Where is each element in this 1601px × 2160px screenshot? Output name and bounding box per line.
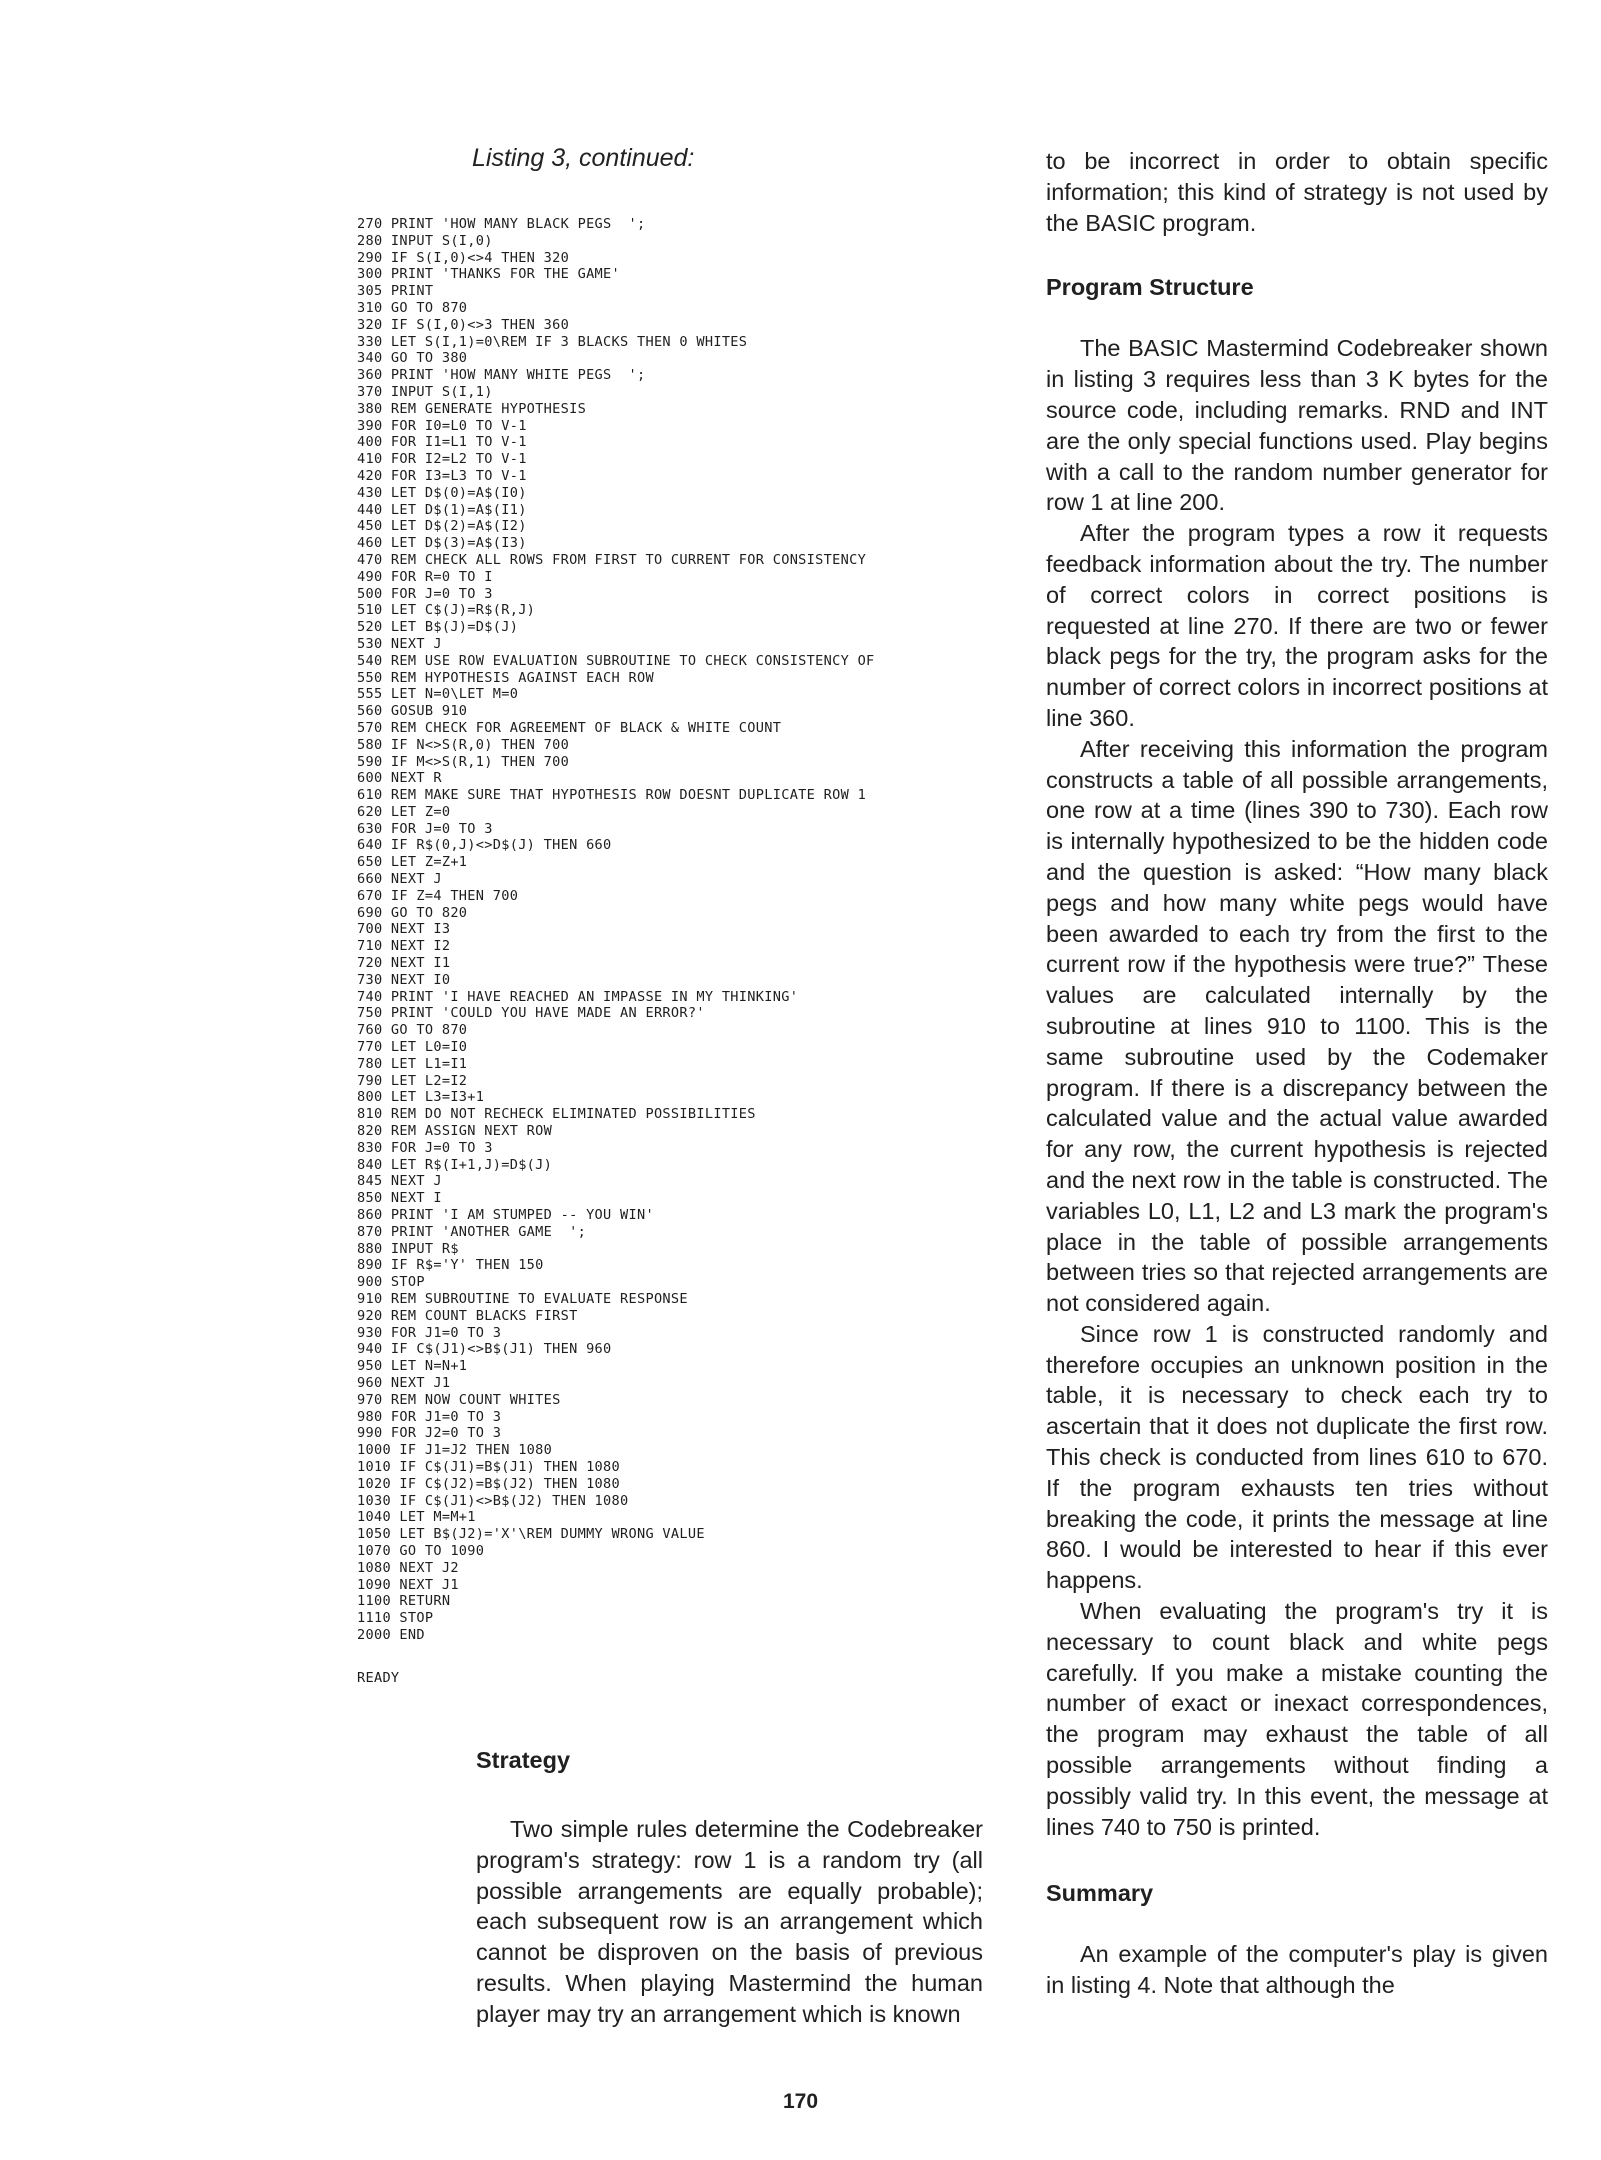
code-line: 1090 NEXT J1 <box>357 1576 459 1593</box>
code-line: 300 PRINT 'THANKS FOR THE GAME' <box>357 266 621 283</box>
code-line: 870 PRINT 'ANOTHER GAME '; <box>357 1223 587 1240</box>
code-line: 2000 END <box>357 1626 425 1643</box>
code-line: 670 IF Z=4 THEN 700 <box>357 887 519 904</box>
code-line: 590 IF M<>S(R,1) THEN 700 <box>357 753 570 770</box>
code-line: 370 INPUT S(I,1) <box>357 383 493 400</box>
code-line: 580 IF N<>S(R,0) THEN 700 <box>357 736 570 753</box>
code-line: 690 GO TO 820 <box>357 904 468 921</box>
program-structure-paragraph: After receiving this information the program constructs a table of all possible arrangements, one row at a time (lines 390 to 730). Each row is internally hypothesized to be the hidden code and the question is asked: “How many black pegs and how many white pegs would have been awarded to each try from the first to the current row if the hypothesis were true?” These values are calculated internally by the subroutine at lines 910 to 1100. This is the same subroutine used by the Codemaker program. If there is a discrepancy between the calculated value and the actual value awarded for any row, the current hypothesis is rejected and the next row in the table is constructed. The variables L0, L1, L2 and L3 mark the program's place in the table of possible arrangements between tries so that rejected arrangements are not considered again. <box>1046 735 1548 1317</box>
code-line: 910 REM SUBROUTINE TO EVALUATE RESPONSE <box>357 1291 688 1307</box>
code-line: 470 REM CHECK ALL ROWS FROM FIRST TO CURRENT FOR CONSISTENCY <box>357 551 867 568</box>
code-line: 820 REM ASSIGN NEXT ROW <box>357 1123 553 1140</box>
code-line: 850 NEXT I <box>357 1190 442 1207</box>
strategy-section <box>476 1747 983 2030</box>
code-line: 960 NEXT J1 <box>357 1374 451 1391</box>
code-line: 380 REM GENERATE HYPOTHESIS <box>357 400 587 417</box>
code-line: 560 GOSUB 910 <box>357 703 468 720</box>
code-line: 950 LET N=N+1 <box>357 1358 468 1375</box>
code-line: 555 LET N=0\LET M=0 <box>357 686 519 703</box>
code-line: 310 GO TO 870 <box>357 299 468 316</box>
code-line: 420 FOR I3=L3 TO V-1 <box>357 467 527 484</box>
code-line: 410 FOR I2=L2 TO V-1 <box>357 451 527 468</box>
code-line: 1080 NEXT J2 <box>357 1559 459 1576</box>
code-line: 460 LET D$(3)=A$(I3) <box>357 535 527 552</box>
summary-paragraph: An example of the computer's play is given in listing 4. Note that although the <box>1046 1941 1548 1999</box>
code-line: 620 LET Z=0 <box>357 803 451 820</box>
code-line: 290 IF S(I,0)<>4 THEN 320 <box>357 249 570 266</box>
code-line: 1020 IF C$(J2)=B$(J2) THEN 1080 <box>357 1475 621 1492</box>
program-structure-paragraph: The BASIC Mastermind Codebreaker shown in listing 3 requires less than 3 K bytes for the source code, including remarks. RND and INT are the only special functions used. Play begins with a call to the random number generator for row 1 at line 200. <box>1046 335 1548 516</box>
program-structure-heading: Program Structure <box>1046 274 1254 301</box>
code-line: 810 REM DO NOT RECHECK ELIMINATED POSSIBILITIES <box>357 1106 756 1123</box>
code-line: 890 IF R$='Y' THEN 150 <box>357 1257 544 1274</box>
code-line: 700 NEXT I3 <box>357 921 451 938</box>
listing-caption: Listing 3, continued: <box>472 144 695 172</box>
code-line: 880 INPUT R$ <box>357 1240 459 1257</box>
summary-heading: Summary <box>1046 1880 1154 1907</box>
code-line: 845 NEXT J <box>357 1173 442 1190</box>
code-line: 520 LET B$(J)=D$(J) <box>357 619 519 636</box>
code-line: 340 GO TO 380 <box>357 350 468 367</box>
code-line: 270 PRINT 'HOW MANY BLACK PEGS '; <box>357 216 646 232</box>
code-line: 660 NEXT J <box>357 871 442 888</box>
strategy-paragraph: Two simple rules determine the Codebreaker program's strategy: row 1 is a random try (all possible arrangements are equally probable); each subsequent row is an arrangement which cannot be disproven on the basis of previous results. When playing Mastermind the human player may try an arrangement which is known <box>476 1816 983 2027</box>
program-structure-paragraph: After the program types a row it requests feedback information about the try. The number of correct colors in correct positions is requested at line 270. If there are two or fewer black pegs for the try, the program asks for the number of correct colors in incorrect positions at line 360. <box>1046 520 1548 731</box>
code-line: 440 LET D$(1)=A$(I1) <box>357 501 527 518</box>
code-line: 1070 GO TO 1090 <box>357 1542 485 1559</box>
code-line: 710 NEXT I2 <box>357 938 451 955</box>
code-line: 640 IF R$(0,J)<>D$(J) THEN 660 <box>357 837 612 854</box>
page-number: 170 <box>782 2090 819 2113</box>
code-line: 860 PRINT 'I AM STUMPED -- YOU WIN' <box>357 1207 654 1224</box>
code-line: 320 IF S(I,0)<>3 THEN 360 <box>357 316 570 333</box>
strategy-heading: Strategy <box>476 1747 571 1773</box>
code-line: 1100 RETURN <box>357 1593 451 1610</box>
code-line: 750 PRINT 'COULD YOU HAVE MADE AN ERROR?' <box>357 1005 705 1022</box>
code-line: 400 FOR I1=L1 TO V-1 <box>357 434 527 451</box>
code-line: 600 NEXT R <box>357 770 442 787</box>
code-line: 760 GO TO 870 <box>357 1022 468 1039</box>
code-line: 970 REM NOW COUNT WHITES <box>357 1391 561 1408</box>
code-line: 305 PRINT <box>357 283 434 300</box>
code-line: 630 FOR J=0 TO 3 <box>357 820 493 837</box>
code-line: 570 REM CHECK FOR AGREEMENT OF BLACK & WHITE COUNT <box>357 719 782 736</box>
continuation-paragraph: to be incorrect in order to obtain specific information; this kind of strategy is not used by the BASIC program. <box>1046 148 1548 236</box>
code-line: 770 LET L0=I0 <box>357 1039 468 1056</box>
code-line: 900 STOP <box>357 1274 425 1291</box>
right-column <box>1046 146 1548 2001</box>
code-line: 920 REM COUNT BLACKS FIRST <box>357 1307 578 1324</box>
code-line: 1030 IF C$(J1)<>B$(J2) THEN 1080 <box>357 1492 629 1509</box>
code-line: 790 LET L2=I2 <box>357 1072 468 1089</box>
basic-code-listing <box>357 216 1002 1644</box>
code-line: 390 FOR I0=L0 TO V-1 <box>357 417 527 434</box>
code-line: 360 PRINT 'HOW MANY WHITE PEGS '; <box>357 367 646 384</box>
code-line: 610 REM MAKE SURE THAT HYPOTHESIS ROW DOESNT DUPLICATE ROW 1 <box>357 787 867 804</box>
code-line: 1000 IF J1=J2 THEN 1080 <box>357 1442 553 1459</box>
code-line: 540 REM USE ROW EVALUATION SUBROUTINE TO CHECK CONSISTENCY OF <box>357 652 875 669</box>
code-line: 840 LET R$(I+1,J)=D$(J) <box>357 1156 553 1173</box>
code-line: 500 FOR J=0 TO 3 <box>357 585 493 602</box>
code-line: 930 FOR J1=0 TO 3 <box>357 1324 502 1341</box>
program-structure-paragraph: When evaluating the program's try it is necessary to count black and white pegs carefully. If you make a mistake counting the number of exact or inexact correspondences, the program may exhaust the table of all possible arrangements without finding a possibly valid try. In this event, the message at lines 740 to 750 is printed. <box>1046 1598 1548 1840</box>
code-line: 720 NEXT I1 <box>357 955 451 972</box>
code-line: 490 FOR R=0 TO I <box>357 568 493 585</box>
code-line: 430 LET D$(0)=A$(I0) <box>357 484 527 501</box>
code-line: 1040 LET M=M+1 <box>357 1509 476 1526</box>
code-line: 940 IF C$(J1)<>B$(J1) THEN 960 <box>357 1341 612 1358</box>
code-line: 450 LET D$(2)=A$(I2) <box>357 518 527 535</box>
code-line: 780 LET L1=I1 <box>357 1055 468 1072</box>
code-line: 550 REM HYPOTHESIS AGAINST EACH ROW <box>357 669 654 686</box>
code-line: 730 NEXT I0 <box>357 971 451 988</box>
code-line: 800 LET L3=I3+1 <box>357 1089 485 1106</box>
code-line: 1010 IF C$(J1)=B$(J1) THEN 1080 <box>357 1458 621 1475</box>
code-line: 510 LET C$(J)=R$(R,J) <box>357 602 536 619</box>
code-line: 740 PRINT 'I HAVE REACHED AN IMPASSE IN MY THINKING' <box>357 988 799 1005</box>
code-line: 650 LET Z=Z+1 <box>357 854 468 871</box>
code-line: 330 LET S(I,1)=0\REM IF 3 BLACKS THEN 0 WHITES <box>357 333 748 350</box>
code-line: 530 NEXT J <box>357 635 442 652</box>
code-line: 1110 STOP <box>357 1610 434 1627</box>
code-line: 280 INPUT S(I,0) <box>357 232 493 249</box>
code-line: 990 FOR J2=0 TO 3 <box>357 1425 502 1442</box>
code-line: 1050 LET B$(J2)='X'\REM DUMMY WRONG VALUE <box>357 1526 705 1543</box>
ready-prompt: READY <box>357 1670 400 1686</box>
code-line: 980 FOR J1=0 TO 3 <box>357 1408 502 1425</box>
program-structure-paragraph: Since row 1 is constructed randomly and therefore occupies an unknown position in the table, it is necessary to check each try to ascertain that it does not duplicate the first row. This check is conducted from lines 610 to 670. If the program exhausts ten tries without breaking the code, it prints the message at line 860. I would be interested to hear if this ever happens. <box>1046 1320 1548 1594</box>
code-line: 830 FOR J=0 TO 3 <box>357 1139 493 1156</box>
